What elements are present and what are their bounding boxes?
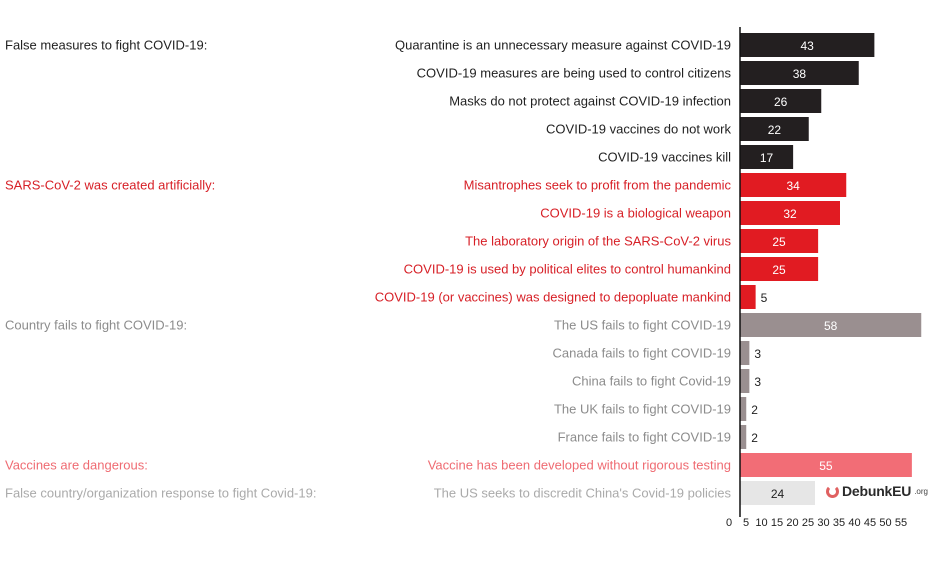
x-tick-label: 10 <box>755 517 768 529</box>
x-tick-label: 40 <box>848 517 861 529</box>
data-label: 3 <box>754 375 762 389</box>
category-label: The US fails to fight COVID-19 <box>553 317 731 333</box>
category-label: COVID-19 is used by political elites to control humankind <box>403 261 731 277</box>
logo-text: DebunkEU <box>842 483 912 499</box>
category-label: Misantrophes seek to profit from the pandemic <box>463 177 731 193</box>
logo-mark-icon <box>826 485 839 498</box>
x-tick-label: 35 <box>832 517 846 529</box>
data-label: 25 <box>772 263 786 277</box>
data-label: 24 <box>770 487 785 501</box>
bar <box>740 341 749 365</box>
category-label: COVID-19 vaccines kill <box>598 149 731 165</box>
category-label: Vaccine has been developed without rigorous testing <box>427 457 731 473</box>
data-label: 22 <box>767 123 782 137</box>
x-tick-label: 45 <box>863 517 877 529</box>
bar <box>740 369 749 393</box>
bar <box>740 397 746 421</box>
category-label: Quarantine is an unnecessary measure against COVID-19 <box>394 37 731 53</box>
group-label: SARS-CoV-2 was created artificially: <box>5 177 216 193</box>
category-label: China fails to fight Covid-19 <box>572 373 731 389</box>
data-label: 43 <box>800 39 814 53</box>
data-label: 34 <box>786 179 800 193</box>
logo-suffix: .org <box>914 486 928 496</box>
x-tick-label: 50 <box>879 517 892 529</box>
debunkeu-logo <box>826 483 928 499</box>
x-tick-label: 25 <box>801 517 815 529</box>
category-label: COVID-19 is a biological weapon <box>540 205 731 221</box>
data-label: 32 <box>783 207 797 221</box>
data-label: 2 <box>751 431 758 445</box>
data-label: 3 <box>754 347 762 361</box>
group-label: Vaccines are dangerous: <box>5 457 148 473</box>
data-label: 25 <box>772 235 786 249</box>
x-tick-label: 55 <box>894 517 908 529</box>
x-tick-label: 20 <box>786 517 799 529</box>
category-label: The laboratory origin of the SARS-CoV-2 virus <box>465 233 731 249</box>
bar <box>740 285 756 309</box>
category-label: The US seeks to discredit China's Covid-19 policies <box>433 485 731 501</box>
category-label: France fails to fight COVID-19 <box>557 429 731 445</box>
bar <box>740 425 746 449</box>
group-label: Country fails to fight COVID-19: <box>5 317 188 333</box>
category-label: COVID-19 vaccines do not work <box>546 121 731 137</box>
data-label: 5 <box>760 291 768 305</box>
category-label: The UK fails to fight COVID-19 <box>553 401 731 417</box>
x-tick-label: 15 <box>770 517 784 529</box>
category-label: Canada fails to fight COVID-19 <box>552 345 731 361</box>
data-label: 58 <box>823 319 838 333</box>
x-tick-label: 5 <box>742 517 750 529</box>
data-label: 55 <box>819 459 833 473</box>
data-label: 26 <box>773 95 788 109</box>
x-tick-label: 30 <box>817 517 830 529</box>
data-label: 2 <box>751 403 758 417</box>
group-label: False country/organization response to fight Covid-19: <box>5 485 317 501</box>
x-tick-label: 0 <box>725 517 733 529</box>
category-label: COVID-19 measures are being used to control citizens <box>416 65 731 81</box>
data-label: 38 <box>792 67 807 81</box>
category-label: COVID-19 (or vaccines) was designed to depopluate mankind <box>374 289 731 305</box>
group-label: False measures to fight COVID-19: <box>5 37 208 53</box>
category-label: Masks do not protect against COVID-19 infection <box>449 93 731 109</box>
data-label: 17 <box>759 151 774 165</box>
